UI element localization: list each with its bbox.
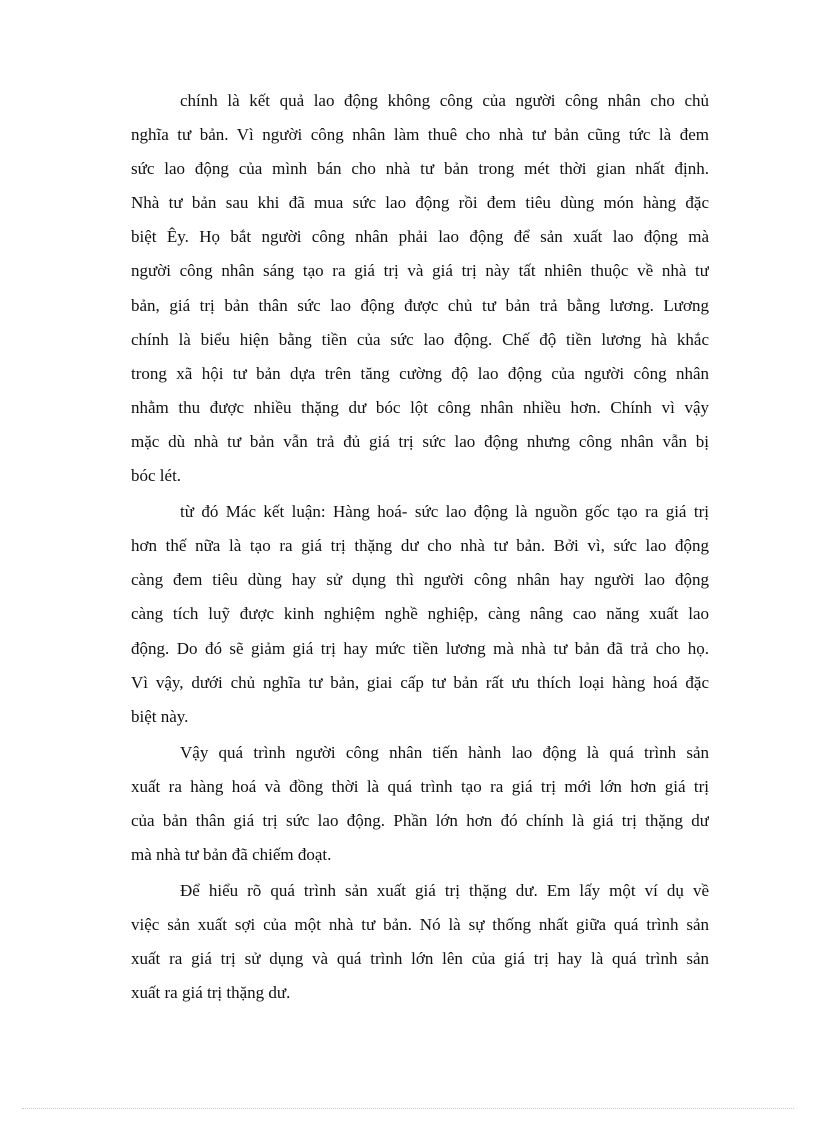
text-line: người công nhân sáng tạo ra giá trị và giá trị này tất nhiên thuộc về nhà tư xyxy=(131,261,709,281)
paragraph xyxy=(131,736,709,872)
text-line: động. Do đó sẽ giảm giá trị hay mức tiền lương mà nhà tư bản đã trả cho họ. xyxy=(131,638,709,658)
text-line: nhằm thu được nhiều thặng dư bóc lột công nhân nhiều hơn. Chính vì vậy xyxy=(131,397,709,417)
text-line: sức lao động của mình bán cho nhà tư bản trong mét thời gian nhất định. xyxy=(131,159,709,179)
text-line: càng đem tiêu dùng hay sử dụng thì người công nhân hay người lao động xyxy=(131,570,709,590)
text-line: hơn thế nữa là tạo ra giá trị thặng dư cho nhà tư bản. Bởi vì, sức lao động xyxy=(131,536,709,556)
text-line: việc sản xuất sợi của một nhà tư bản. Nó là sự thống nhất giữa quá trình sản xyxy=(131,915,709,935)
text-line: bản, giá trị bản thân sức lao động được chủ tư bản trả bằng lương. Lương xyxy=(131,295,709,315)
text-line: biệt này. xyxy=(131,706,189,726)
text-line: biệt Êy. Họ bắt người công nhân phải lao động để sản xuất lao động mà xyxy=(131,227,709,247)
text-line: mặc dù nhà tư bản vẫn trả đủ giá trị sức lao động nhưng công nhân vẫn bị xyxy=(131,431,709,451)
text-line: từ đó Mác kết luận: Hàng hoá- sức lao động là nguồn gốc tạo ra giá trị xyxy=(180,502,709,522)
text-line: xuất ra giá trị sử dụng và quá trình lớn lên của giá trị hay là quá trình sản xyxy=(131,949,709,969)
text-line: Nhà tư bản sau khi đã mua sức lao động rồi đem tiêu dùng món hàng đặc xyxy=(131,193,709,213)
text-line: xuất ra giá trị thặng dư. xyxy=(131,983,291,1003)
paragraph xyxy=(131,495,709,734)
text-line: xuất ra hàng hoá và đồng thời là quá trình tạo ra giá trị mới lớn hơn giá trị xyxy=(131,776,709,796)
paragraph xyxy=(131,84,709,493)
text-line: trong xã hội tư bản dựa trên tăng cường độ lao động của người công nhân xyxy=(131,363,709,383)
text-line: của bản thân giá trị sức lao động. Phần lớn hơn đó chính là giá trị thặng dư xyxy=(131,810,709,830)
text-line: mà nhà tư bản đã chiếm đoạt. xyxy=(131,845,332,865)
text-line: Vậy quá trình người công nhân tiến hành lao động là quá trình sản xyxy=(180,742,709,762)
document-page xyxy=(131,84,709,1011)
text-line: chính là kết quả lao động không công của người công nhân cho chủ xyxy=(180,91,709,110)
text-line: Vì vậy, dưới chủ nghĩa tư bản, giai cấp tư bản rất ưu thích loại hàng hoá đặc xyxy=(131,672,709,692)
text-line: bóc lét. xyxy=(131,466,182,486)
text-line: Để hiểu rõ quá trình sản xuất giá trị thặng dư. Em lấy một ví dụ về xyxy=(180,881,709,901)
page-bottom-divider xyxy=(22,1108,794,1109)
paragraph xyxy=(131,874,709,1010)
text-line: nghĩa tư bản. Vì người công nhân làm thuê cho nhà tư bản cũng tức là đem xyxy=(131,125,709,145)
text-line: càng tích luỹ được kinh nghiệm nghề nghiệp, càng nâng cao năng xuất lao xyxy=(131,604,709,624)
text-line: chính là biểu hiện bằng tiền của sức lao động. Chế độ tiền lương hà khắc xyxy=(131,329,709,349)
